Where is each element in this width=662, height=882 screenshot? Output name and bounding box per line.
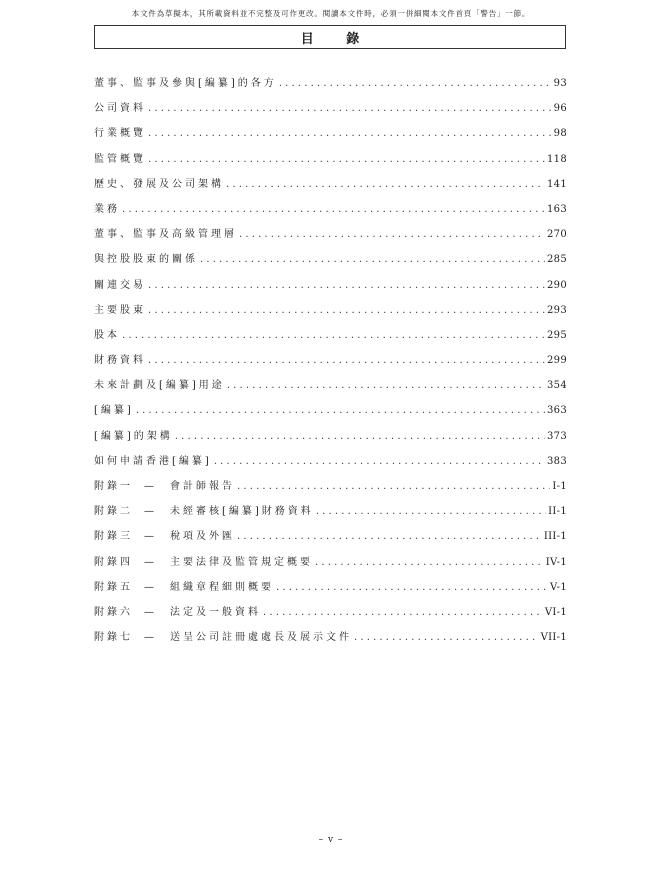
appendix-entry[interactable] bbox=[94, 603, 567, 628]
appendix-page: III-1 bbox=[543, 531, 567, 543]
toc-entry[interactable] bbox=[94, 276, 567, 301]
toc-entry-label: 行業概覽 bbox=[94, 128, 146, 140]
toc-entry[interactable] bbox=[94, 225, 567, 250]
appendix-entry[interactable] bbox=[94, 502, 567, 527]
dot-leader bbox=[276, 582, 548, 593]
toc-entry[interactable] bbox=[94, 427, 567, 452]
appendix-number: 附錄五 bbox=[94, 581, 133, 593]
appendix-title: 會計師報告 bbox=[170, 481, 235, 492]
toc-entry-page: 299 bbox=[547, 355, 567, 367]
page-number-footer: – v – bbox=[318, 835, 344, 845]
appendix-title: 稅項及外匯 bbox=[170, 531, 235, 543]
dot-leader bbox=[148, 128, 552, 139]
toc-entry[interactable] bbox=[94, 376, 567, 401]
toc-entry[interactable] bbox=[94, 452, 567, 477]
dot-leader bbox=[237, 531, 542, 542]
toc-entry-page: 290 bbox=[547, 279, 567, 291]
dot-leader bbox=[122, 204, 545, 215]
appendix-number: 附錄六 bbox=[94, 606, 133, 618]
toc-entry-label: 未來計劃及[編纂]用途 bbox=[94, 380, 225, 392]
dot-leader bbox=[237, 481, 550, 492]
toc-entry-page: 295 bbox=[547, 329, 567, 341]
toc-entry-page: 383 bbox=[547, 455, 567, 467]
toc-entry[interactable] bbox=[94, 99, 567, 124]
toc-entry-page: 373 bbox=[547, 430, 567, 442]
toc-entry-page: 363 bbox=[547, 405, 567, 417]
toc-entry[interactable] bbox=[94, 250, 567, 275]
appendix-number: 附錄二 bbox=[94, 506, 133, 518]
toc-entry[interactable] bbox=[94, 124, 567, 149]
dot-leader bbox=[263, 607, 543, 618]
appendix-number: 附錄一 bbox=[94, 481, 133, 492]
appendix-title: 組織章程細則概要 bbox=[170, 581, 274, 593]
appendix-dash: — bbox=[144, 531, 154, 543]
dot-leader bbox=[148, 355, 545, 366]
toc-entry-label: 董事、監事及參與[編纂]的各方 bbox=[94, 78, 277, 89]
dot-leader bbox=[200, 254, 545, 265]
appendix-dash: — bbox=[144, 556, 154, 568]
toc-entry-page: 141 bbox=[547, 178, 567, 190]
appendix-entry[interactable] bbox=[94, 578, 567, 603]
toc-entry-page: 96 bbox=[553, 103, 567, 115]
appendix-title: 主要法律及監管規定概要 bbox=[170, 556, 313, 568]
dot-leader bbox=[354, 632, 539, 643]
appendix-title: 未經審核[編纂]財務資料 bbox=[170, 506, 314, 518]
toc-entry[interactable] bbox=[94, 301, 567, 326]
toc-entry-label: 歷史、發展及公司架構 bbox=[94, 178, 224, 190]
appendix-page: VI-1 bbox=[544, 606, 567, 618]
toc-entry[interactable] bbox=[94, 351, 567, 376]
dot-leader bbox=[227, 380, 545, 391]
toc-entry-label: 股本 bbox=[94, 329, 120, 341]
appendix-entry[interactable] bbox=[94, 477, 567, 502]
toc-entry-label: [編纂]的架構 bbox=[94, 430, 173, 442]
appendix-dash: — bbox=[144, 632, 154, 644]
appendix-page: I-1 bbox=[552, 481, 567, 492]
toc-entry-label: 主要股東 bbox=[94, 304, 146, 316]
toc-entry-label: 關連交易 bbox=[94, 279, 146, 291]
toc-entry-page: 163 bbox=[547, 203, 567, 215]
dot-leader bbox=[279, 78, 552, 89]
dot-leader bbox=[136, 405, 545, 416]
dot-leader bbox=[148, 305, 545, 316]
appendix-page: VII-1 bbox=[540, 632, 567, 644]
toc-entry-page: 93 bbox=[553, 78, 567, 89]
toc-entry-page: 98 bbox=[553, 128, 567, 140]
appendix-entry[interactable] bbox=[94, 527, 567, 552]
toc-entry-label: 業務 bbox=[94, 203, 120, 215]
appendix-entry[interactable] bbox=[94, 628, 567, 653]
appendix-title: 送呈公司註冊處處長及展示文件 bbox=[170, 632, 352, 644]
appendix-number: 附錄四 bbox=[94, 556, 133, 568]
toc-entry[interactable] bbox=[94, 326, 567, 351]
toc-entry-page: 354 bbox=[547, 380, 567, 392]
toc-entry[interactable] bbox=[94, 74, 567, 99]
dot-leader bbox=[239, 229, 545, 240]
toc-entry-page: 118 bbox=[547, 153, 567, 165]
toc-entry-page: 285 bbox=[547, 254, 567, 266]
toc-entry[interactable] bbox=[94, 175, 567, 200]
toc-entry[interactable] bbox=[94, 401, 567, 426]
appendix-dash: — bbox=[144, 606, 154, 618]
appendix-number: 附錄三 bbox=[94, 531, 133, 543]
appendix-dash: — bbox=[144, 506, 154, 518]
draft-notice: 本文件為草擬本，其所載資料並不完整及可作更改。閱讀本文件時，必須一併細閱本文件首頁「警告」一節。 bbox=[131, 9, 531, 18]
appendix-entry[interactable] bbox=[94, 553, 567, 578]
toc-entry-label: 公司資料 bbox=[94, 103, 146, 115]
appendix-page: V-1 bbox=[550, 581, 567, 593]
appendix-number: 附錄七 bbox=[94, 632, 133, 644]
toc-entry-page: 270 bbox=[547, 229, 567, 241]
page-title: 目 錄 bbox=[94, 25, 566, 49]
toc-entry-page: 293 bbox=[547, 304, 567, 316]
table-of-contents bbox=[94, 74, 567, 653]
toc-entry-label: 如何申請香港[編纂] bbox=[94, 455, 212, 467]
dot-leader bbox=[316, 506, 546, 517]
dot-leader bbox=[148, 103, 552, 114]
dot-leader bbox=[122, 330, 545, 341]
toc-entry[interactable] bbox=[94, 150, 567, 175]
appendix-dash: — bbox=[144, 581, 154, 593]
dot-leader bbox=[214, 456, 545, 467]
toc-entry-label: 監管概覽 bbox=[94, 153, 146, 165]
toc-entry[interactable] bbox=[94, 200, 567, 225]
appendix-title: 法定及一般資料 bbox=[170, 606, 261, 618]
appendix-page: II-1 bbox=[548, 506, 567, 518]
appendix-page: IV-1 bbox=[545, 556, 567, 568]
dot-leader bbox=[148, 154, 545, 165]
toc-entry-label: [編纂] bbox=[94, 405, 134, 417]
toc-entry-label: 財務資料 bbox=[94, 355, 146, 367]
dot-leader bbox=[148, 280, 545, 291]
appendix-dash: — bbox=[144, 481, 154, 492]
dot-leader bbox=[226, 179, 545, 190]
toc-entry-label: 董事、監事及高級管理層 bbox=[94, 229, 237, 241]
toc-entry-label: 與控股股東的關係 bbox=[94, 254, 198, 266]
dot-leader bbox=[175, 431, 545, 442]
dot-leader bbox=[315, 557, 544, 568]
